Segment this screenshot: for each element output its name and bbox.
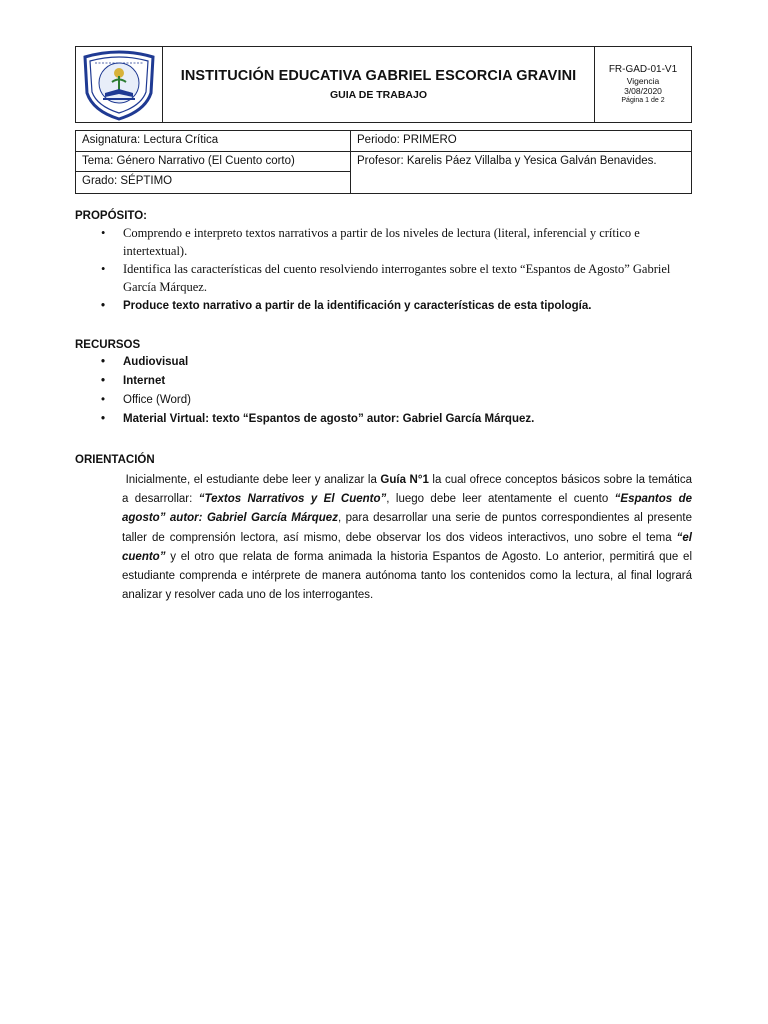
resource-item: • Office (Word) bbox=[75, 391, 695, 410]
course-info-table bbox=[75, 130, 692, 194]
document-type: GUIA DE TRABAJO bbox=[329, 89, 428, 101]
purpose-item: • Identifica las características del cuento resolviendo interrogantes sobre el texto “Espantos de Agosto” Gabriel García Márquez. bbox=[75, 260, 695, 296]
purpose-list bbox=[75, 224, 695, 316]
resources-section bbox=[75, 339, 695, 429]
page-number: Página 1 de 2 bbox=[621, 96, 665, 104]
institution-name: INSTITUCIÓN EDUCATIVA GABRIEL ESCORCIA GRAVINI bbox=[180, 68, 577, 84]
orientation-text: y el otro que relata de forma animada la historia Espantos de Agosto. Lo anterior, permitirá que el estudiante comprenda e intérprete de manera autónoma tanto los contenidos como la lectura, al final logrará analizar y resolver cada uno de los interrogantes. bbox=[122, 550, 692, 602]
topic-reference: “Textos Narrativos y El Cuento” bbox=[198, 493, 387, 506]
resources-list bbox=[75, 353, 695, 429]
orientation-text: , para desarrollar una serie de puntos correspondientes al presente taller de comprensión lectora, así mismo, debe observar los dos videos interactivos, uno sobre el tema bbox=[122, 512, 692, 544]
topic-cell: Tema: Género Narrativo (El Cuento corto) bbox=[76, 152, 351, 173]
document-date: 3/08/2020 bbox=[624, 85, 662, 96]
grade-cell: Grado: SÉPTIMO bbox=[76, 172, 351, 193]
vigencia-label: Vigencia bbox=[626, 75, 660, 86]
orientation-paragraph bbox=[122, 471, 692, 605]
document-header bbox=[75, 46, 692, 123]
teacher-cell: Profesor: Karelis Páez Villalba y Yesica Galván Benavides. bbox=[357, 154, 657, 167]
resource-item: • Internet bbox=[75, 372, 695, 391]
resource-item: • Audiovisual bbox=[75, 353, 695, 372]
story-reference: “Espantos de agosto” autor: Gabriel García Márquez bbox=[122, 493, 692, 525]
orientation-section bbox=[75, 454, 695, 466]
school-shield-icon bbox=[79, 49, 159, 121]
empty-cell bbox=[351, 172, 691, 193]
resource-item: • Material Virtual: texto “Espantos de agosto” autor: Gabriel García Márquez. bbox=[75, 410, 695, 429]
orientation-text: , luego debe leer atentamente el cuento bbox=[386, 493, 615, 506]
purpose-item: • Comprendo e interpreto textos narrativos a partir de los niveles de lectura (literal, inferencial y crítico e intertextual). bbox=[75, 224, 695, 260]
orientation-title: ORIENTACIÓN bbox=[75, 454, 155, 466]
school-logo-cell bbox=[76, 47, 163, 122]
purpose-title: PROPÓSITO: bbox=[75, 210, 147, 222]
resources-title: RECURSOS bbox=[75, 339, 141, 351]
subject-cell: Asignatura: Lectura Crítica bbox=[76, 131, 351, 151]
video-topic-reference: “el cuento” bbox=[122, 531, 692, 563]
purpose-section bbox=[75, 210, 695, 316]
orientation-text: Inicialmente, el estudiante debe leer y analizar la bbox=[125, 474, 381, 486]
header-title-cell bbox=[163, 47, 595, 122]
guide-reference: Guía N°1 bbox=[380, 474, 429, 486]
orientation-text: la cual ofrece conceptos básicos sobre la temática a desarrollar: bbox=[122, 474, 692, 506]
purpose-item: • Produce texto narrativo a partir de la identificación y características de esta tipología. bbox=[75, 297, 695, 316]
document-code-cell bbox=[595, 47, 691, 122]
document-code: FR-GAD-01-V1 bbox=[608, 63, 678, 75]
period-cell: Periodo: PRIMERO bbox=[357, 134, 457, 146]
